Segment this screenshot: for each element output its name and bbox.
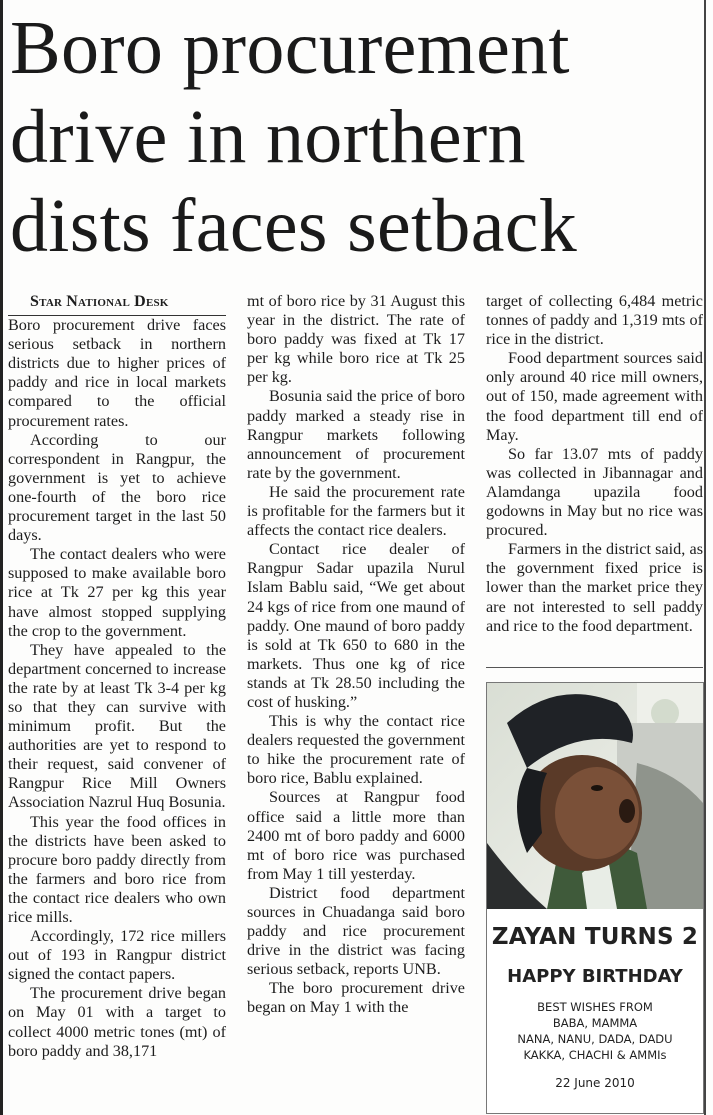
paragraph: This is why the contact rice dealers requested the government to hike the procurement rate of boro rice, Bablu explained. (247, 712, 465, 788)
headline-line: dists faces setback (10, 184, 578, 268)
paragraph: This year the food offices in the districts have been asked to procure boro paddy directly from the farmers and boro rice from the contact rice dealers who own rice mills. (8, 812, 226, 926)
headline (10, 4, 700, 271)
ad-date: 22 June 2010 (555, 1076, 635, 1090)
birthday-ad (486, 682, 704, 1114)
paragraph: So far 13.07 mts of paddy was collected in Jibannagar and Alamdanga upazila food godowns in May but no rice was procured. (486, 444, 703, 540)
paragraph: target of collecting 6,484 metric tonnes of paddy and 1,319 mts of rice in the district. (486, 292, 703, 349)
page-edge-right (704, 0, 706, 1115)
paragraph: Accordingly, 172 rice millers out of 193 in Rangpur district signed the contact papers. (8, 927, 226, 984)
paragraph: Sources at Rangpur food office said a little more than 2400 mt of boro paddy and 6000 mt of boro rice was purchased from May 1 till yesterday. (247, 788, 465, 883)
wishes-line: BABA, MAMMA (552, 1016, 638, 1030)
wishes-line: BEST WISHES FROM (537, 1000, 653, 1014)
paragraph: District food department sources in Chuadanga said boro paddy and rice procurement drive in the district was facing serious setback, reports UNB. (247, 883, 465, 979)
headline-line: drive in northern (10, 95, 526, 179)
ad-title: ZAYAN TURNS 2 (491, 924, 699, 950)
paragraph: The contact dealers who were supposed to make available boro rice at Tk 27 per kg this year have almost stopped supplying the crop to the government. (8, 545, 226, 640)
ad-wishes (487, 999, 703, 1063)
paragraph: The procurement drive began on May 01 with a target to collect 4000 metric tones (mt) of boro paddy and 38,171 (8, 984, 226, 1060)
paragraph: mt of boro rice by 31 August this year in the district. The rate of boro paddy was fixed at Tk 17 per kg while boro rice at Tk 25 per kg. (247, 292, 465, 387)
paragraph: Boro procurement drive faces serious setback in northern districts due to higher prices of paddy and rice in local markets compared to the official procurement rates. (8, 316, 226, 430)
paragraph: He said the procurement rate is profitable for the farmers but it affects the contact rice dealers. (247, 482, 465, 540)
paragraph: Farmers in the district said, as the government fixed price is lower than the market price they are not interested to sell paddy and rice to the food department. (486, 540, 703, 635)
headline-line: Boro procurement (10, 6, 570, 90)
byline: Star National Desk (8, 292, 226, 316)
wishes-line: NANA, NANU, DADA, DADU (517, 1032, 673, 1046)
child-photo (487, 683, 703, 909)
column-divider (486, 667, 703, 668)
article-column-1 (8, 292, 226, 1061)
page-edge-left (0, 0, 3, 1115)
paragraph: They have appealed to the department concerned to increase the rate by at least Tk 3-4 per kg so that they can survive with minimum profit. But the authorities are yet to respond to their request, said convener of Rangpur Rice Mill Owners Association Nazrul Huq Bosunia. (8, 640, 226, 812)
paragraph: Food department sources said only around 40 rice mill owners, out of 150, made agreement with the food department till end of May. (486, 349, 703, 444)
wishes-line: KAKKA, CHACHI & AMMIs (523, 1048, 667, 1062)
paragraph: Contact rice dealer of Rangpur Sadar upazila Nurul Islam Bablu said, “We get about 24 kgs of rice from one maund of paddy. One maund of boro paddy is sold at Tk 650 to 680 in the markets. Thus one kg of rice stands at Tk 28.50 including the cost of husking.” (247, 540, 465, 711)
paragraph: The boro procurement drive began on May 1 with the (247, 979, 465, 1017)
paragraph: According to our correspondent in Rangpur, the government is yet to achieve one-fourth of the boro rice procurement target in the last 50 days. (8, 430, 226, 545)
article-column-3 (486, 292, 703, 636)
article-column-2 (247, 292, 465, 1018)
paragraph: Bosunia said the price of boro paddy marked a steady rise in Rangpur markets following announcement of procurement rate by the government. (247, 387, 465, 482)
ad-subtitle: HAPPY BIRTHDAY (507, 966, 683, 987)
